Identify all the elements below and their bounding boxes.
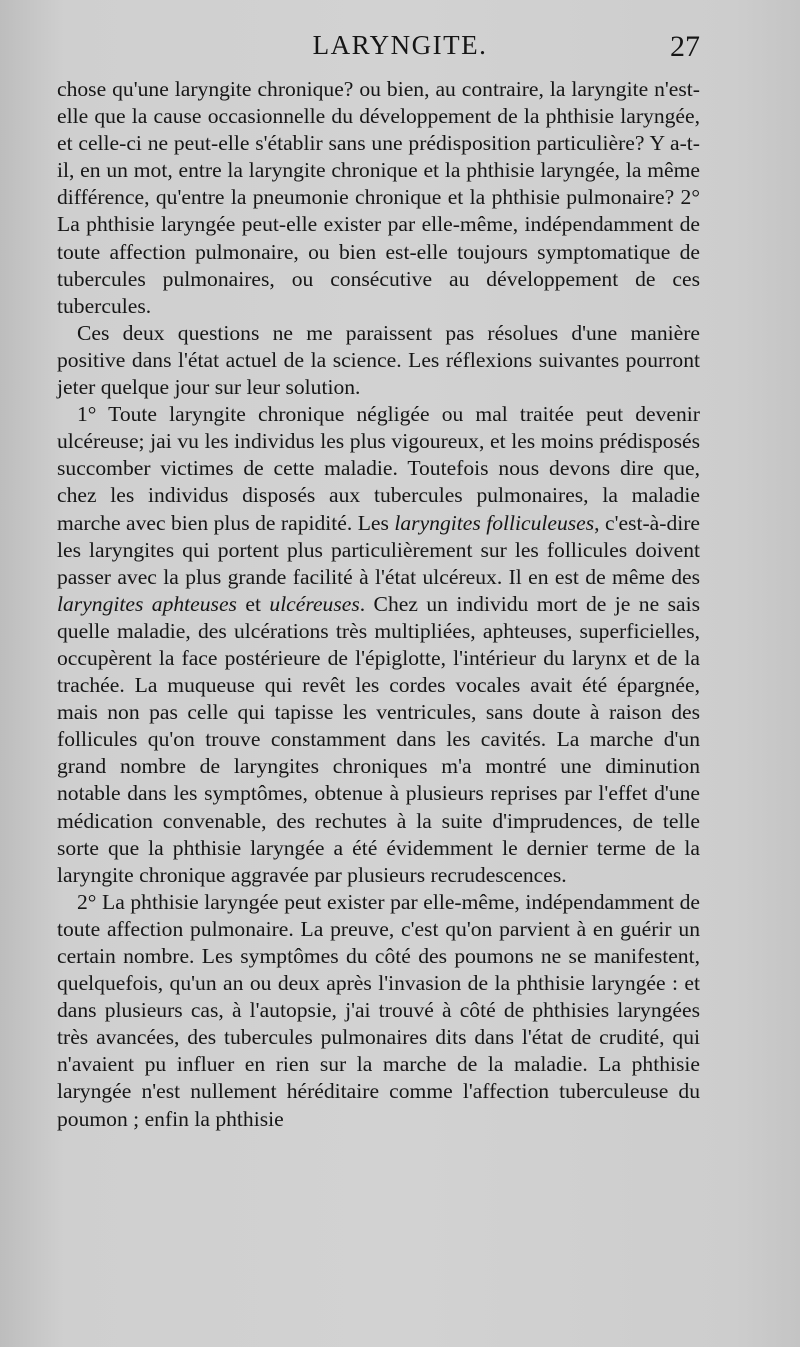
running-title: LARYNGITE. <box>312 30 488 60</box>
text-run: . Chez un individu mort de je ne sais quelle maladie, des ulcérations très multipliées, aphteuses, superficielles, occupèrent la face postérieure de l'épiglotte, l'intérieur du larynx et de la trachée. La muqueuse qui revêt les cordes vocales avait été épargnée, mais non pas celle qui tapisse les ventricules, sans doute à raison des follicules qu'on trouve constamment dans les cavités. La marche d'un grand nombre de laryngites chroniques m'a montré une diminution notable dans les symptômes, obtenue à plusieurs reprises par l'effet d'une médication convenable, des rechutes à la suite d'imprudences, de telle sorte que la phthisie laryngée a été évidemment le dernier terme de la laryngite chronique aggravée par plusieurs recrudescences. <box>57 591 700 887</box>
page-number: 27 <box>670 30 700 63</box>
page-header <box>0 30 800 70</box>
italic-term: laryngites aphteuses <box>57 591 237 616</box>
paragraph-continuation: chose qu'une laryngite chronique? ou bien, au contraire, la laryngite n'est-elle que la cause occasionnelle du développement de la phthisie laryngée, et celle-ci ne peut-elle s'établir sans une prédisposition particulière? Y a-t-il, en un mot, entre la laryngite chronique et la phthisie laryngée, la même différence, qu'entre la pneumonie chronique et la phthisie pulmonaire? 2° La phthisie laryngée peut-elle exister par elle-même, indépendamment de toute affection pulmonaire, ou bien est-elle toujours symptomatique de tubercules pulmonaires, ou consécutive au développement de ces tubercules. <box>57 77 700 318</box>
paragraph-point-2: 2° La phthisie laryngée peut exister par elle-même, indépendamment de toute affection pulmonaire. La preuve, c'est qu'on parvient à en guérir un certain nombre. Les symptômes du côté des poumons ne se manifestent, quelquefois, qu'un an ou deux après l'invasion de la phthisie laryngée : et dans plusieurs cas, à l'autopsie, j'ai trouvé à côté de phthisies laryngées très avancées, des tubercules pulmonaires dits dans l'état de crudité, qui n'avaient pu influer en rien sur la marche de la maladie. La phthisie laryngée n'est nullement héréditaire comme l'affection tuberculeuse du poumon ; enfin la phthisie <box>57 889 700 1131</box>
text-run: 1° Toute laryngite chronique négligée ou mal traitée peut devenir ulcéreuse; jai vu les individus les plus vigoureux, et les moins prédisposés succomber victimes de cette maladie. Toutefois nous devons dire que, chez les individus disposés aux tubercules pulmonaires, la maladie marche avec bien plus de rapidité. Les <box>57 402 700 535</box>
text-run: , c'est-à-dire les laryngites qui portent plus particulièrement sur les follicules doivent passer avec la plus grande facilité à l'état ulcéreux. Il en est de même des <box>57 510 701 589</box>
text-run: et <box>236 591 270 616</box>
italic-term: ulcéreuses <box>269 591 360 616</box>
body-text <box>57 76 700 1133</box>
paragraph-questions: Ces deux questions ne me paraissent pas résolues d'une manière positive dans l'état actuel de la science. Les réflexions suivantes pourront jeter quelque jour sur leur solution. <box>57 320 700 400</box>
paragraph-point-1 <box>57 401 700 889</box>
italic-term: laryngites folliculeuses <box>394 510 595 535</box>
